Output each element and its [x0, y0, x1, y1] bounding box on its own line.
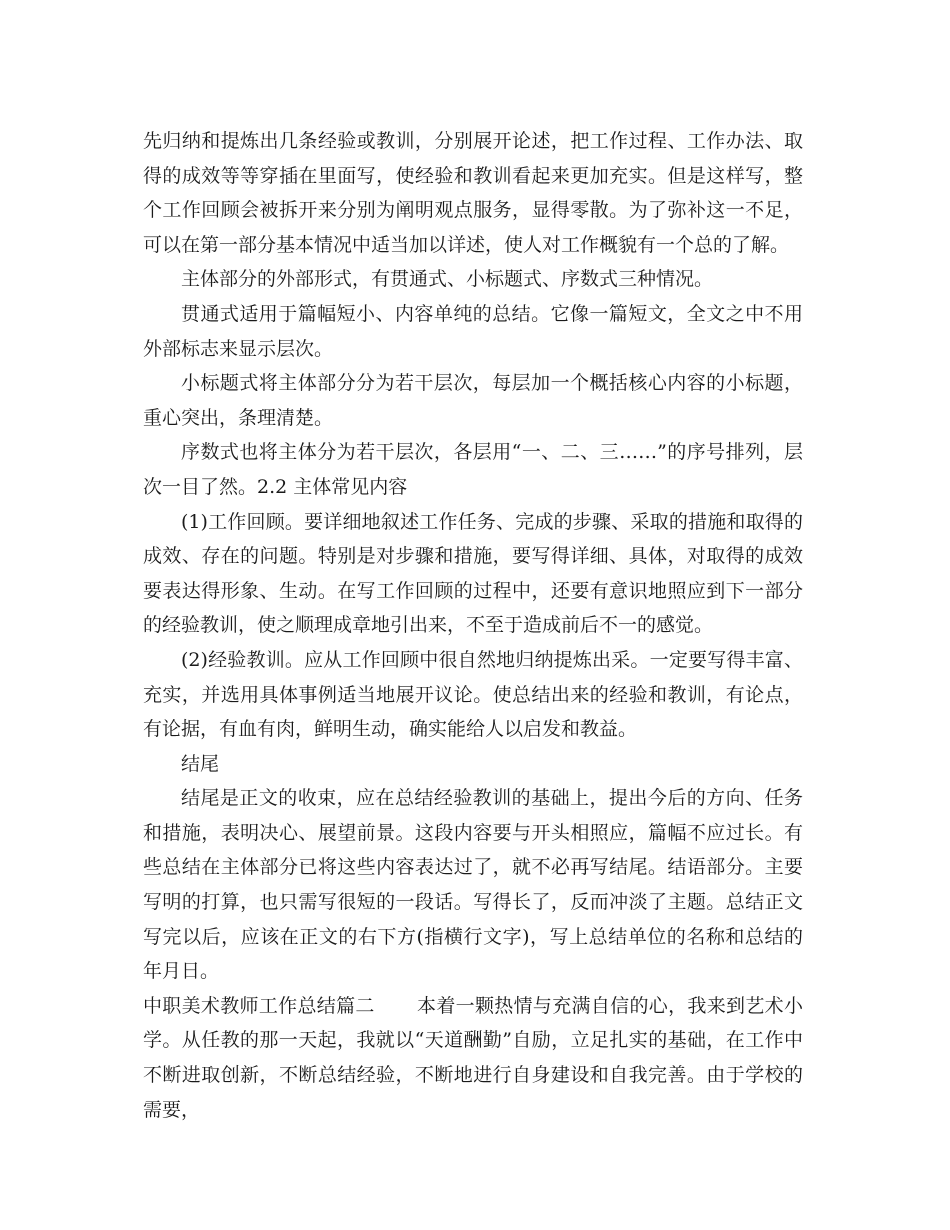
paragraph-ending: 结尾是正文的收束，应在总结经验教训的基础上，提出今后的方向、任务和措施，表明决心、展望前景。这段内容要与开头相照应，篇幅不应过长。有些总结在主体部分已将这些内容表达过了，就不必再写结尾。结语部分。主要写明的打算，也只需写很短的一段话。写得长了，反而冲淡了主题。总结正文写完以后，应该在正文的右下方(指横行文字)，写上总结单位的名称和总结的年月日。	[143, 787, 803, 983]
paragraph-work-review: (1)工作回顾。要详细地叙述工作任务、完成的步骤、采取的措施和取得的成效、存在的问题。特别是对步骤和措施，要写得详细、具体，对取得的成效要表达得形象、生动。在写工作回顾的过程中，还要有意识地照应到下一部分的经验教训，使之顺理成章地引出来，不至于造成前后不一的感觉。	[143, 510, 803, 637]
paragraph-ordinal-form: 序数式也将主体分为若干层次，各层用“一、二、三……”的序号排列，层次一目了然。2.2 主体常见内容	[143, 441, 803, 498]
section-heading-ending: 结尾	[181, 752, 220, 775]
paragraph-lessons: (2)经验教训。应从工作回顾中很自然地归纳提炼出采。一定要写得丰富、充实，并选用具体事例适当地展开议论。使总结出来的经验和教训，有论点，有论据，有血有肉，鲜明生动，确实能给人以启发和教益。	[143, 648, 803, 741]
paragraph-continuous-form: 贯通式适用于篇幅短小、内容单纯的总结。它像一篇短文，全文之中不用外部标志来显示层次。	[143, 302, 803, 360]
paragraph-next-section	[143, 989, 803, 1127]
document-body	[143, 124, 803, 1127]
next-section-text: 本着一颗热情与充满自信的心，我来到艺术小学。从任教的那一天起，我就以“天道酬勤”自励，立足扎实的基础，在工作中不断进取创新，不断总结经验，不断地进行自身建设和自我完善。由于学校的需要，	[143, 994, 803, 1121]
paragraph-subtitle-form: 小标题式将主体部分分为若干层次，每层加一个概括核心内容的小标题，重心突出，条理清楚。	[143, 372, 803, 429]
paragraph-main-forms: 主体部分的外部形式，有贯通式、小标题式、序数式三种情况。	[181, 268, 714, 291]
paragraph-continuation: 先归纳和提炼出几条经验或教训，分别展开论述，把工作过程、工作办法、取得的成效等等穿插在里面写，使经验和教训看起来更加充实。但是这样写，整个工作回顾会被拆开来分别为阐明观点服务，显得零散。为了弥补这一不足，可以在第一部分基本情况中适当加以详述，使人对工作概貌有一个总的了解。	[143, 130, 803, 256]
next-section-title: 中职美术教师工作总结篇二	[143, 994, 375, 1017]
